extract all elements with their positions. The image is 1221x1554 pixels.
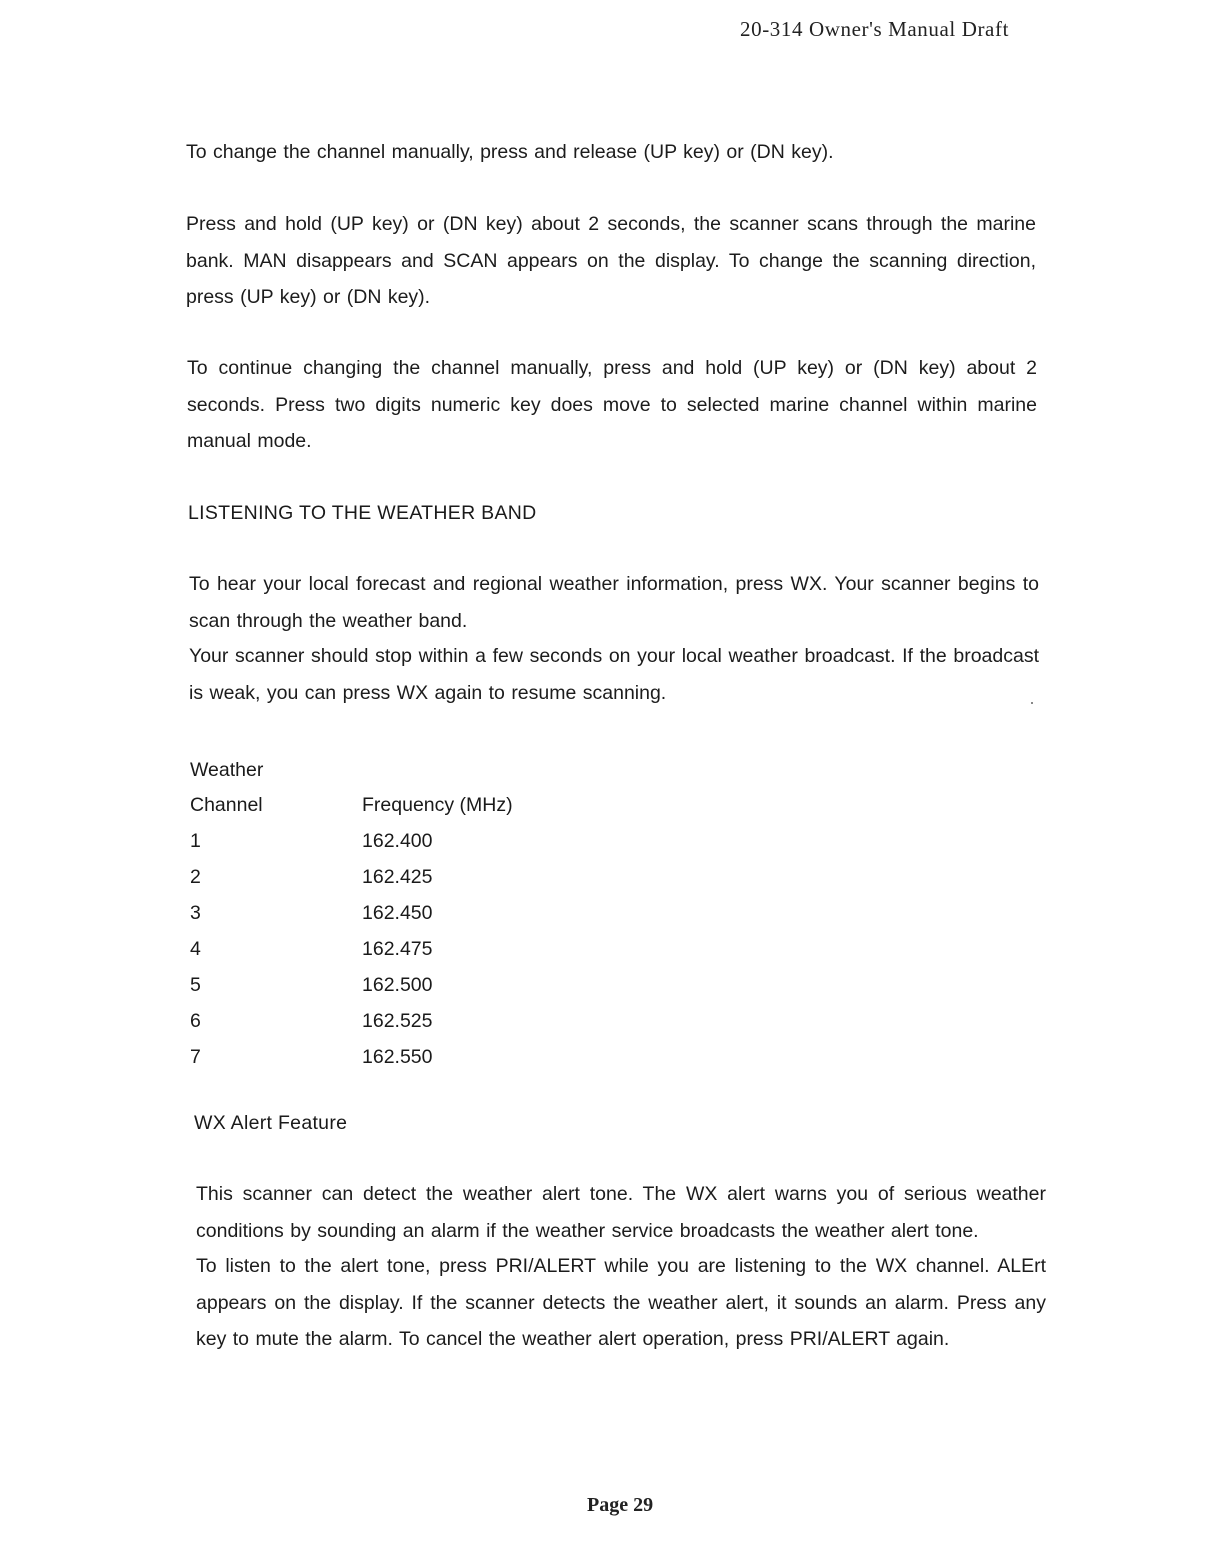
table-cell-frequency: 162.475 bbox=[362, 938, 433, 960]
stray-mark bbox=[1031, 702, 1033, 704]
table-cell-channel: 7 bbox=[190, 1046, 201, 1068]
table-cell-frequency: 162.550 bbox=[362, 1046, 433, 1068]
table-cell-channel: 5 bbox=[190, 974, 201, 996]
table-row bbox=[190, 859, 602, 895]
paragraph-continue-manual: To continue changing the channel manually, press and hold (UP key) or (DN key) about 2 seconds. Press two digits numeric key does move to selected marine channel within marine manual mode. bbox=[187, 357, 1037, 452]
table-cell-frequency: 162.500 bbox=[362, 974, 433, 996]
paragraph-alert-tone: This scanner can detect the weather alert tone. The WX alert warns you of serious weather conditions by sounding an alarm if the weather service broadcasts the weather alert tone. bbox=[196, 1183, 1046, 1242]
table-cell-channel: 4 bbox=[190, 938, 201, 960]
table-cell-channel: 1 bbox=[190, 830, 201, 852]
table-header-weather: Weather bbox=[190, 759, 264, 781]
weather-band-heading: LISTENING TO THE WEATHER BAND bbox=[188, 502, 537, 524]
table-header-channel: Channel bbox=[190, 794, 263, 816]
table-header-row bbox=[190, 787, 602, 823]
table-row bbox=[190, 1039, 602, 1075]
weather-channel-table bbox=[190, 753, 602, 1075]
table-header-frequency: Frequency (MHz) bbox=[362, 794, 513, 816]
paragraph-hear-forecast: To hear your local forecast and regional weather information, press WX. Your scanner begins to scan through the weather band. bbox=[189, 573, 1039, 632]
table-cell-channel: 6 bbox=[190, 1010, 201, 1032]
page-number: Page 29 bbox=[587, 1494, 654, 1516]
document-header-title: 20-314 Owner's Manual Draft bbox=[740, 17, 1009, 41]
paragraph-manual-channel-change: To change the channel manually, press and release (UP key) or (DN key). bbox=[186, 141, 834, 163]
wx-alert-heading: WX Alert Feature bbox=[194, 1112, 348, 1134]
table-row bbox=[190, 895, 602, 931]
table-row bbox=[190, 1003, 602, 1039]
paragraph-scan-marine-bank: Press and hold (UP key) or (DN key) about 2 seconds, the scanner scans through the marine bank. MAN disappears and SCAN appears on the display. To change the scanning direction, press (UP key) or (DN key). bbox=[186, 213, 1036, 308]
table-cell-frequency: 162.425 bbox=[362, 866, 433, 888]
table-cell-channel: 3 bbox=[190, 902, 201, 924]
table-cell-frequency: 162.450 bbox=[362, 902, 433, 924]
table-cell-channel: 2 bbox=[190, 866, 201, 888]
table-row bbox=[190, 967, 602, 1003]
table-cell-frequency: 162.525 bbox=[362, 1010, 433, 1032]
paragraph-listen-alert: To listen to the alert tone, press PRI/ALERT while you are listening to the WX channel. ALErt appears on the display. If the scanner detects the weather alert, it sounds an alarm. Press any key to mute the alarm. To cancel the weather alert operation, press PRI/ALERT again. bbox=[196, 1255, 1046, 1350]
table-row bbox=[190, 823, 602, 859]
table-row bbox=[190, 931, 602, 967]
paragraph-scanner-stop: Your scanner should stop within a few seconds on your local weather broadcast. If the broadcast is weak, you can press WX again to resume scanning. bbox=[189, 645, 1039, 704]
table-cell-frequency: 162.400 bbox=[362, 830, 433, 852]
